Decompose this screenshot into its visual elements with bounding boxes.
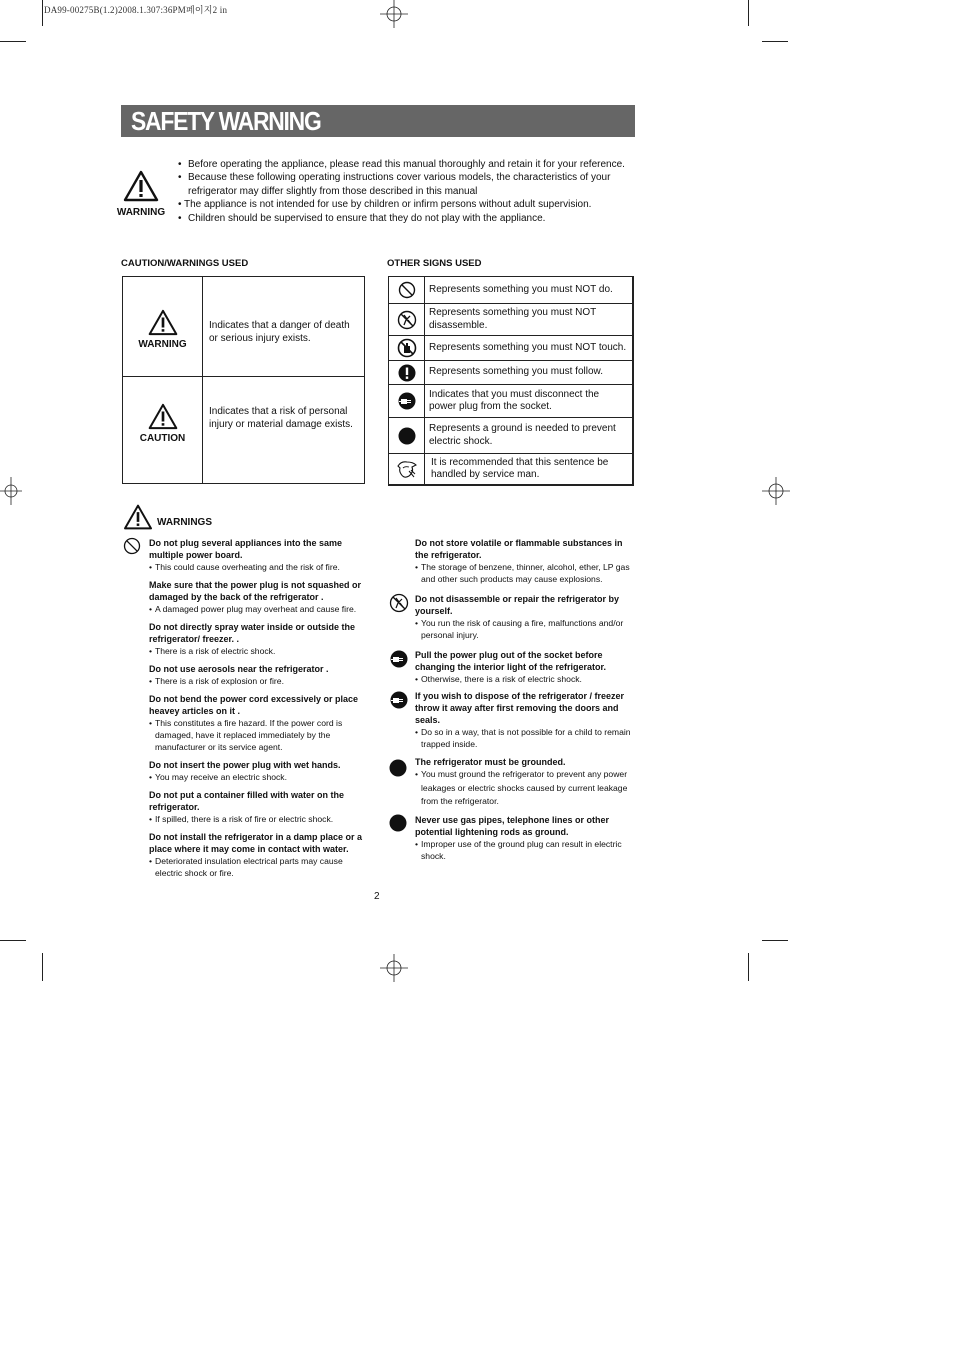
intro-bullet: • Because these following operating instructions cover various models, the characteristics of your refrigerator may differ slightly from those described in this manual: [178, 172, 611, 197]
unplug-icon: [389, 690, 409, 710]
list-item: Do not store volatile or flammable substances in the refrigerator. • The storage of benzene, thinner, alcohol, ether, LP gas and other such products may cause explosions.: [415, 538, 630, 584]
registration-mark-icon: [380, 954, 408, 982]
crop-mark: [0, 940, 26, 941]
crop-mark: [762, 940, 788, 941]
list-item: Do not plug several appliances into the same multiple power board. • This could cause overheating and the risk of fire.: [149, 537, 371, 573]
unplug-icon: [397, 391, 417, 411]
warnings-right-column: [415, 537, 637, 868]
registration-mark-icon: [380, 0, 408, 28]
list-item: Do not directly spray water inside or outside the refrigerator/ freezer. . • There is a risk of electric shock.: [149, 622, 356, 656]
no-touch-icon: [397, 338, 417, 358]
unplug-icon: [389, 649, 409, 669]
caution-heading: CAUTION/WARNINGS USED: [121, 258, 249, 269]
crop-mark: [748, 0, 749, 26]
table-row: Indicates that you must disconnect the power plug from the socket.: [389, 384, 632, 417]
no-disassemble-icon: [389, 593, 409, 613]
crop-mark: [0, 41, 26, 42]
table-row: Represents a ground is needed to prevent electric shock.: [389, 417, 632, 453]
no-disassemble-icon: [397, 310, 417, 330]
warnings-left-column: [149, 537, 371, 885]
intro-bullet: • Before operating the appliance, please read this manual thoroughly and retain it for your reference.: [178, 159, 625, 170]
crop-mark: [762, 41, 788, 42]
list-item: Do not install the refrigerator in a damp place or a place where it may come in contact with water. • Deteriorated insulation electrical parts may cause electric shock or fire.: [149, 832, 363, 878]
list-item: Pull the power plug out of the socket before changing the interior light of the refrigerator. • Otherwise, there is a risk of electric shock.: [415, 649, 637, 685]
crop-mark: [42, 953, 43, 981]
list-item: Do not put a container filled with water on the refrigerator. • If spilled, there is a risk of fire or electric shock.: [149, 790, 345, 824]
ground-icon: [389, 814, 407, 832]
list-item: If you wish to dispose of the refrigerator / freezer throw it away after first removing the doors and seals. • Do so in a way, that is not possible for a child to remain trapped inside.: [415, 690, 637, 750]
table-row: It is recommended that this sentence be handled by service man.: [389, 453, 632, 484]
page-number: 2: [374, 891, 380, 902]
other-signs-heading: OTHER SIGNS USED: [387, 258, 482, 269]
warnings-heading: WARNINGS: [123, 504, 212, 530]
print-slug: DA99-00275B(1.2)2008.1.307:36PM페이지2 in: [44, 5, 228, 15]
table-row: [123, 277, 364, 377]
ground-icon: [398, 427, 416, 445]
other-signs-table: [388, 276, 634, 486]
caution-description: Indicates that a risk of personal injury or material damage exists.: [209, 406, 353, 430]
table-row: Represents something you must NOT disassemble.: [389, 303, 632, 335]
table-row: Represents something you must follow.: [389, 360, 632, 384]
intro-warning-symbol: [112, 170, 170, 218]
must-follow-icon: [398, 364, 416, 382]
list-item: The refrigerator must be grounded. • You must ground the refrigerator to prevent any power leakages or electric shocks caused by current leakage from the refrigerator.: [415, 756, 637, 809]
list-item: Never use gas pipes, telephone lines or other potential lightening rods as ground. • Improper use of the ground plug can result in electric shock.: [415, 814, 637, 862]
service-man-icon: [395, 458, 419, 480]
table-row: Represents something you must NOT touch.: [389, 335, 632, 360]
intro-bullets: [178, 158, 638, 225]
crop-mark: [42, 0, 43, 26]
registration-mark-icon: [762, 477, 790, 505]
prohibit-icon: [398, 281, 416, 299]
list-item: Do not use aerosols near the refrigerator . • There is a risk of explosion or fire.: [149, 664, 329, 686]
warning-cell: WARNING: [123, 277, 203, 376]
list-item: Do not insert the power plug with wet hands. • You may receive an electric shock.: [149, 760, 341, 782]
table-row: [123, 377, 364, 483]
intro-bullet: • The appliance is not intended for use by children or infirm persons without adult supervision.: [178, 199, 592, 211]
warning-triangle-icon: [148, 403, 178, 430]
intro-warning-label: WARNING: [116, 207, 166, 218]
list-item: Do not bend the power cord excessively or place heavey articles on it . • This constitutes a fire hazard. If the power cord is damaged, have it replaced immediately by the manufacturer or its service agent.: [149, 694, 359, 752]
caution-warning-table: [122, 276, 365, 484]
caution-cell: CAUTION: [123, 377, 203, 483]
warning-triangle-icon: [123, 504, 153, 530]
warning-description: Indicates that a danger of death or serious injury exists.: [209, 320, 350, 344]
ground-icon: [389, 759, 407, 777]
warning-triangle-icon: [123, 170, 159, 202]
warning-triangle-icon: [148, 309, 178, 336]
intro-bullet: • Children should be supervised to ensure that they do not play with the appliance.: [178, 212, 546, 224]
table-row: Represents something you must NOT do.: [389, 277, 632, 303]
list-item: Make sure that the power plug is not squashed or damaged by the back of the refrigerator . • A damaged power plug may overheat and cause fire.: [149, 580, 362, 614]
list-item: Do not disassemble or repair the refrigerator by yourself. • You run the risk of causing a fire, malfunctions and/or personal injury.: [415, 593, 637, 641]
prohibit-icon: [123, 537, 141, 555]
page-title: SAFETY WARNING: [131, 106, 321, 136]
title-bar: [121, 105, 635, 137]
registration-mark-icon: [0, 477, 22, 505]
crop-mark: [748, 953, 749, 981]
